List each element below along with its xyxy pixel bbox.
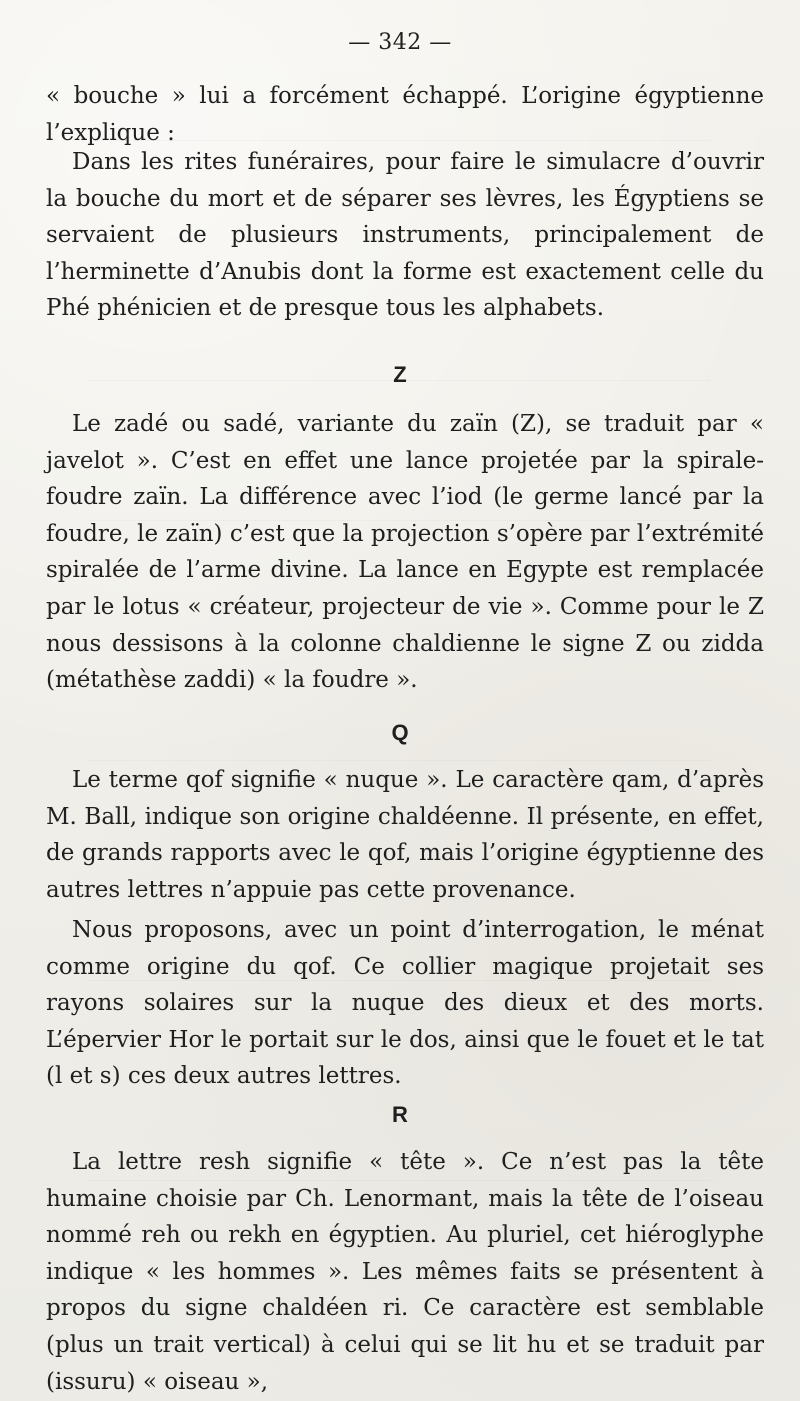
paragraph-6: La lettre resh signifie « tête ». Ce n’est pas la tête humaine choisie par Ch. Lenormant, mais la tête de l’oiseau nommé reh ou rekh en égyptien. Au pluriel, cet hiéroglyphe indique « les hommes ». Les mêmes faits se présentent à propos du signe chaldéen ri. Ce caractère est semblable (plus un trait vertical) à celui qui se lit hu et se traduit par (issuru) « oiseau », [46, 1149, 764, 1395]
paragraph-4: Le terme qof signifie « nuque ». Le caractère qam, d’après M. Ball, indique son origine chaldéenne. Il présente, en effet, de grands rapports avec le qof, mais l’origine égyptienne des autres lettres n’appuie pas cette provenance. [46, 767, 764, 903]
section-heading-r: R [392, 1102, 408, 1127]
section-heading-z: Z [393, 362, 407, 387]
paragraph-5: Nous proposons, avec un point d’interrogation, le ménat comme origine du qof. Ce collier magique projetait ses rayons solaires sur la nuque des dieux et des morts. L’épervier Hor le portait sur le dos, ainsi que le fouet et le tat (l et s) ces deux autres lettres. [46, 917, 764, 1090]
paragraph-3: Le zadé ou sadé, variante du zaïn (Z), se traduit par « javelot ». C’est en effet une lance projetée par la spirale-foudre zaïn. La différence avec l’iod (le germe lancé par la foudre, le zaïn) c’est que la projection s’opère par l’extrémité spiralée de l’arme divine. La lance en Egypte est remplacée par le lotus « créateur, projecteur de vie ». Comme pour le Z nous dessisons à la colonne chaldienne le signe Z ou zidda (métathèse zaddi) « la foudre ». [46, 411, 764, 694]
section-heading-q: Q [391, 720, 409, 745]
page-number: — 342 — [348, 30, 452, 55]
paragraph-1: « bouche » lui a forcément échappé. L’origine égyptienne l’explique : [46, 83, 764, 146]
paragraph-2: Dans les rites funéraires, pour faire le simulacre d’ouvrir la bouche du mort et de séparer ses lèvres, les Égyptiens se servaient de plusieurs instruments, principalement de l’herminette d’Anubis dont la forme est exactement celle du Phé phénicien et de presque tous les alphabets. [46, 149, 764, 322]
